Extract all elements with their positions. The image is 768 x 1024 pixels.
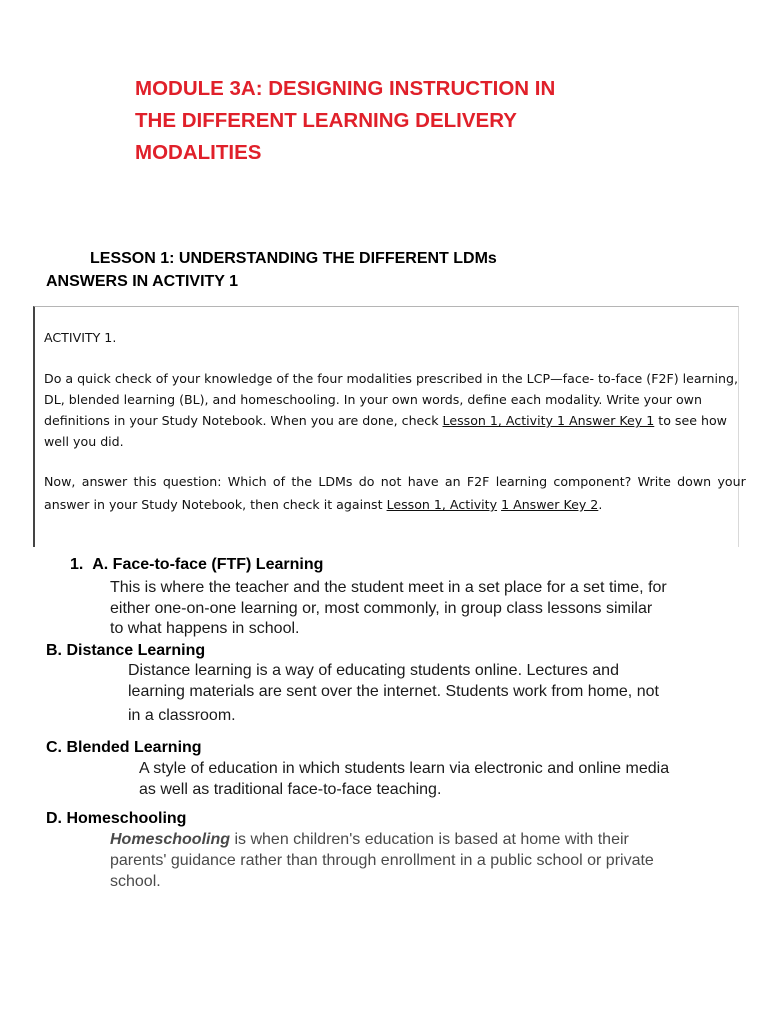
activity-p2-word: Write	[637, 474, 671, 489]
section-a-line-1: This is where the teacher and the student meet in a set place for a set time, for	[110, 579, 667, 596]
section-d-line-1	[110, 830, 629, 851]
activity-p1-line-2: DL, blended learning (BL), and homeschooling. In your own words, define each modality. Write your own	[44, 392, 702, 407]
activity-p2-word: your	[717, 474, 746, 489]
lesson-heading: LESSON 1: UNDERSTANDING THE DIFFERENT LDMs	[90, 250, 497, 267]
section-c-heading: C. Blended Learning	[46, 739, 202, 756]
section-d-heading: D. Homeschooling	[46, 810, 187, 827]
activity-p1-line-4: well you did.	[44, 434, 124, 449]
activity-p2-word: F2F	[466, 474, 490, 489]
activity-p2-word: an	[444, 474, 461, 489]
activity-p2-line-2-pre: answer in your Study Notebook, then check it against	[44, 497, 387, 512]
activity-p2-line-1	[44, 471, 746, 492]
section-d-line-3: school.	[110, 873, 161, 890]
section-a-number: 1.	[70, 556, 84, 573]
section-a-title: A. Face-to-face (FTF) Learning	[92, 556, 324, 573]
activity-p2-word: the	[291, 474, 313, 489]
activity-p2-word: of	[272, 474, 286, 489]
section-a-heading	[70, 556, 323, 574]
activity-p2-word: do	[358, 474, 375, 489]
activity-p2-word: this	[133, 474, 157, 489]
activity-p2-line-2	[44, 494, 602, 515]
module-title	[135, 73, 695, 169]
activity-p2-line-2-post: .	[598, 497, 603, 512]
activity-p1-line-1: Do a quick check of your knowledge of the four modalities prescribed in the LCP—face- to-face (F2F) learning,	[44, 371, 738, 386]
activity-p1-line-3	[44, 410, 727, 431]
section-b-line-2: learning materials are sent over the internet. Students work from home, not	[128, 683, 659, 700]
activity-p2-word: learning	[495, 474, 548, 489]
answer-key-2-link-part-2[interactable]: 1 Answer Key 2	[501, 497, 599, 512]
activity-p2-word: Which	[227, 474, 267, 489]
section-a-line-3: to what happens in school.	[110, 620, 300, 637]
activity-p1-line-3-pre: definitions in your Study Notebook. When you are done, check	[44, 413, 443, 428]
activity-p2-word: question:	[162, 474, 222, 489]
section-d-line-2: parents' guidance rather than through enrollment in a public school or private	[110, 852, 654, 869]
section-b-line-3: in a classroom.	[128, 707, 236, 724]
activity-p2-word: component?	[553, 474, 632, 489]
activity-p2-word: answer	[81, 474, 128, 489]
activity-p2-word: LDMs	[318, 474, 353, 489]
activity-p1-line-3-post: to see how	[654, 413, 727, 428]
activity-p2-word: have	[407, 474, 439, 489]
activity-box	[33, 306, 746, 547]
activity-label: ACTIVITY 1.	[44, 330, 117, 345]
section-d-emphasis: Homeschooling	[110, 831, 231, 848]
section-d-line-1-rest: is when children's education is based at home with their	[230, 831, 629, 848]
answer-key-2-link-part-1[interactable]: Lesson 1, Activity	[386, 497, 498, 512]
answers-heading: ANSWERS IN ACTIVITY 1	[46, 273, 239, 290]
activity-p2-word: down	[677, 474, 712, 489]
section-b-heading: B. Distance Learning	[46, 642, 206, 659]
module-title-line-2: THE DIFFERENT LEARNING DELIVERY	[135, 109, 517, 132]
section-a-line-2: either one-on-one learning or, most commonly, in group class lessons similar	[110, 600, 653, 617]
activity-p2-word: Now,	[44, 474, 76, 489]
section-c-line-2: as well as traditional face-to-face teaching.	[139, 781, 442, 798]
answer-key-1-link[interactable]: Lesson 1, Activity 1 Answer Key 1	[442, 413, 655, 428]
section-c-line-1: A style of education in which students learn via electronic and online media	[139, 760, 670, 777]
section-b-line-1: Distance learning is a way of educating students online. Lectures and	[128, 662, 619, 679]
module-title-line-3: MODALITIES	[135, 141, 262, 164]
activity-p2-word: not	[380, 474, 402, 489]
module-title-line-1: MODULE 3A: DESIGNING INSTRUCTION IN	[135, 77, 556, 100]
